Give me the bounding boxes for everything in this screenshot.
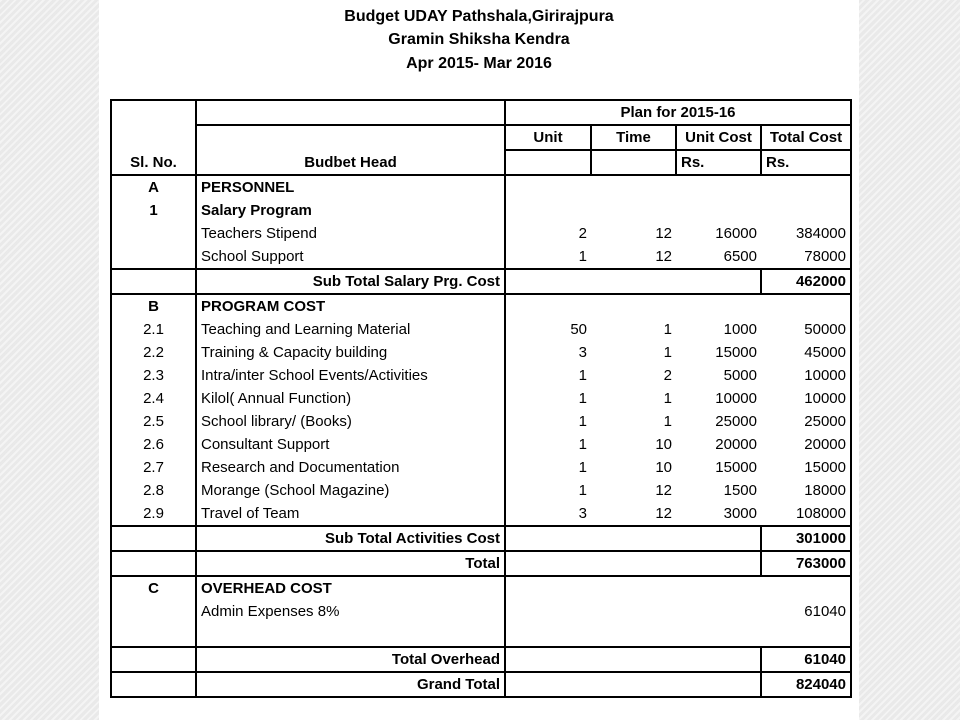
item-unit: 1 xyxy=(578,413,587,430)
item-sl: 2.9 xyxy=(111,502,196,526)
item-name: Morange (School Magazine) xyxy=(196,479,505,502)
item-total: 108000 xyxy=(761,502,851,526)
item-sl: 2.3 xyxy=(111,364,196,387)
subtotal-value: 462000 xyxy=(761,269,851,294)
section-code: B xyxy=(111,294,196,318)
table-row xyxy=(111,341,851,364)
budget-sheet xyxy=(99,0,859,720)
item-unit: 1 xyxy=(578,482,587,499)
item-name: Travel of Team xyxy=(196,502,505,526)
col-total-cost-currency: Rs. xyxy=(761,150,851,175)
table-row-spacer xyxy=(111,623,851,647)
table-row xyxy=(111,410,851,433)
item-sl: 2.6 xyxy=(111,433,196,456)
table-row xyxy=(111,318,851,341)
table-row xyxy=(111,600,851,623)
item-unit-cost: 15000 xyxy=(715,459,757,476)
section-code: C xyxy=(111,576,196,600)
item-name: Training & Capacity building xyxy=(196,341,505,364)
subtotal-value: 301000 xyxy=(761,526,851,551)
table-row xyxy=(111,175,851,199)
document-title: Budget UDAY Pathshala,Girirajpura xyxy=(344,8,614,25)
item-time: 2 xyxy=(663,367,672,384)
table-row xyxy=(111,502,851,526)
item-sl: 2.2 xyxy=(111,341,196,364)
item-unit: 50 xyxy=(570,321,587,338)
item-name: Kilol( Annual Function) xyxy=(196,387,505,410)
header-row-columns xyxy=(111,125,851,150)
item-sl: 2.1 xyxy=(111,318,196,341)
col-time: Time xyxy=(591,125,676,150)
item-unit-cost: 10000 xyxy=(715,390,757,407)
subsection-code: 1 xyxy=(111,199,196,222)
item-name: Intra/inter School Events/Activities xyxy=(196,364,505,387)
item-unit-cost: 15000 xyxy=(715,344,757,361)
item-time: 1 xyxy=(663,413,672,430)
overhead-total-row xyxy=(111,647,851,672)
item-sl: 2.8 xyxy=(111,479,196,502)
item-name: Teaching and Learning Material xyxy=(196,318,505,341)
plan-header: Plan for 2015-16 xyxy=(505,100,851,125)
col-unit-cost: Unit Cost xyxy=(676,125,761,150)
item-total: 10000 xyxy=(761,387,851,410)
item-unit-cost: 1000 xyxy=(723,321,757,338)
item-time: 10 xyxy=(655,436,672,453)
total-row xyxy=(111,551,851,576)
overhead-total-value: 61040 xyxy=(761,647,851,672)
table-row xyxy=(111,387,851,410)
grand-total-label: Grand Total xyxy=(196,672,505,697)
table-row xyxy=(111,576,851,600)
budget-table xyxy=(110,99,852,698)
grand-total-value: 824040 xyxy=(761,672,851,697)
item-unit: 1 xyxy=(578,390,587,407)
item-time: 12 xyxy=(655,225,672,242)
section-code: A xyxy=(111,175,196,199)
item-unit-cost: 5000 xyxy=(723,367,757,384)
col-budget-head: Budbet Head xyxy=(196,150,505,175)
item-unit: 3 xyxy=(578,344,587,361)
table-row xyxy=(111,294,851,318)
col-unit-cost-currency: Rs. xyxy=(676,150,761,175)
item-sl: 2.7 xyxy=(111,456,196,479)
item-name: Consultant Support xyxy=(196,433,505,456)
item-time: 12 xyxy=(655,482,672,499)
table-row xyxy=(111,433,851,456)
item-name: School Support xyxy=(196,245,505,269)
item-time: 12 xyxy=(655,248,672,265)
item-unit-cost: 6500 xyxy=(723,248,757,265)
item-unit: 1 xyxy=(578,367,587,384)
section-title: PERSONNEL xyxy=(196,175,505,199)
item-unit-cost: 3000 xyxy=(723,505,757,522)
item-unit: 1 xyxy=(578,248,587,265)
subtotal-label: Sub Total Salary Prg. Cost xyxy=(196,269,505,294)
item-unit: 1 xyxy=(578,459,587,476)
item-sl: 2.5 xyxy=(111,410,196,433)
item-time: 1 xyxy=(663,344,672,361)
item-total: 18000 xyxy=(761,479,851,502)
table-row xyxy=(111,364,851,387)
item-total: 384000 xyxy=(761,222,851,245)
table-row xyxy=(111,222,851,245)
item-unit-cost: 1500 xyxy=(723,482,757,499)
col-total-cost: Total Cost xyxy=(761,125,851,150)
section-title: OVERHEAD COST xyxy=(196,576,505,600)
subtotal-row xyxy=(111,269,851,294)
item-name: Teachers Stipend xyxy=(196,222,505,245)
item-unit-cost: 20000 xyxy=(715,436,757,453)
overhead-total-label: Total Overhead xyxy=(196,647,505,672)
total-label: Total xyxy=(196,551,505,576)
item-total: 61040 xyxy=(761,600,851,623)
item-unit: 2 xyxy=(578,225,587,242)
subtotal-label: Sub Total Activities Cost xyxy=(196,526,505,551)
subsection-title: Salary Program xyxy=(196,199,505,222)
table-row xyxy=(111,199,851,222)
item-total: 10000 xyxy=(761,364,851,387)
header-row-labels xyxy=(111,150,851,175)
item-unit: 1 xyxy=(578,436,587,453)
col-unit: Unit xyxy=(505,125,591,150)
item-total: 15000 xyxy=(761,456,851,479)
item-unit-cost: 16000 xyxy=(715,225,757,242)
budget-period: Apr 2015- Mar 2016 xyxy=(406,55,552,72)
item-total: 20000 xyxy=(761,433,851,456)
grand-total-row xyxy=(111,672,851,697)
total-value: 763000 xyxy=(761,551,851,576)
section-title: PROGRAM COST xyxy=(196,294,505,318)
table-row xyxy=(111,456,851,479)
item-name: Admin Expenses 8% xyxy=(196,600,505,623)
item-total: 25000 xyxy=(761,410,851,433)
item-time: 12 xyxy=(655,505,672,522)
table-row xyxy=(111,479,851,502)
organization-name: Gramin Shiksha Kendra xyxy=(388,31,570,48)
item-sl: 2.4 xyxy=(111,387,196,410)
header-row-plan xyxy=(111,100,851,125)
item-total: 78000 xyxy=(761,245,851,269)
col-sl-no: Sl. No. xyxy=(111,150,196,175)
item-unit: 3 xyxy=(578,505,587,522)
item-time: 1 xyxy=(663,390,672,407)
item-total: 50000 xyxy=(761,318,851,341)
subtotal-row xyxy=(111,526,851,551)
table-row xyxy=(111,245,851,269)
item-time: 1 xyxy=(663,321,672,338)
item-name: Research and Documentation xyxy=(196,456,505,479)
item-unit-cost: 25000 xyxy=(715,413,757,430)
item-name: School library/ (Books) xyxy=(196,410,505,433)
item-total: 45000 xyxy=(761,341,851,364)
item-time: 10 xyxy=(655,459,672,476)
